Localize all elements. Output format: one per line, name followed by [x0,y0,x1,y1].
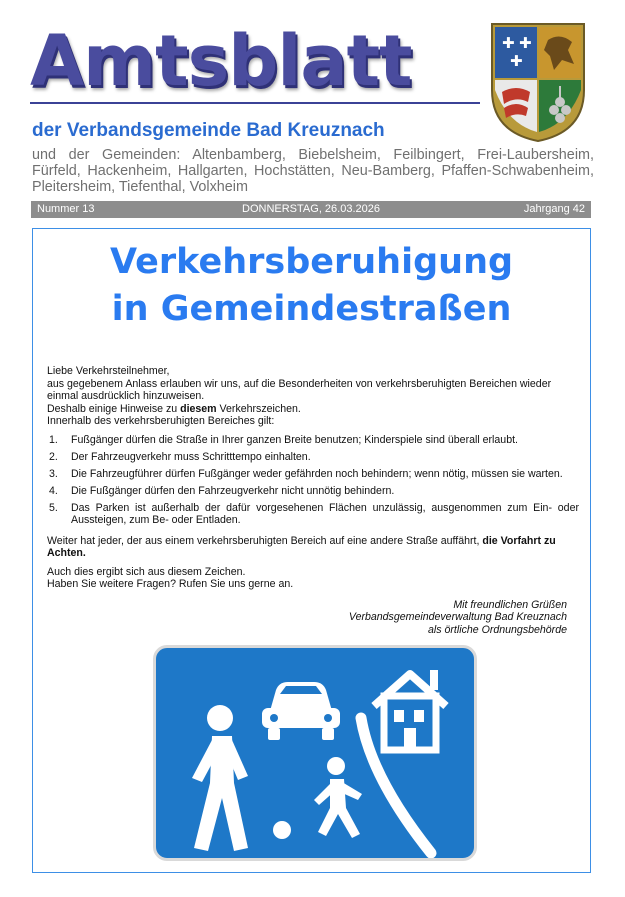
coat-of-arms-icon [488,20,588,144]
priority-bold: die Vorfahrt zu Achten. [47,534,556,559]
closing-line: Mit freundlichen Grüßen [453,598,567,611]
priority-prefix: Weiter hat jeder, der aus einem verkehrsberuhigten Bereich auf eine andere Straße auffährt, [47,534,483,547]
rule-item [47,468,579,481]
issue-date: DONNERSTAG, 26.03.2026 [242,203,380,215]
hint-bold: diesem [180,402,217,415]
rule-text: Die Fahrzeugführer dürfen Fußgänger weder gefährden noch behindern; wenn nötig, müssen sie warten. [71,467,563,480]
greeting: Liebe Verkehrsteilnehmer, [47,365,170,377]
rule-number: 4. [49,484,58,497]
headline-line-1: Verkehrsberuhigung [109,242,514,282]
notice-frame [32,228,591,873]
traffic-calmed-zone-sign-icon [156,648,474,858]
issue-number: Nummer 13 [37,203,95,215]
masthead-title: Amtsblatt [30,20,412,102]
rule-text: Das Parken ist außerhalb der dafür vorgesehenen Flächen unzulässig, ausgenommen zum Ein- oder Aussteigen, zum Be- oder Entladen. [71,501,579,526]
issue-bar [31,201,591,218]
rule-text: Fußgänger dürfen die Straße in Ihrer ganzen Breite benutzen; Kinderspiele sind überall erlaubt. [71,433,518,446]
rule-text: Der Fahrzeugverkehr muss Schritttempo einhalten. [71,450,311,463]
svg-text:✚: ✚ [519,34,532,52]
signature-block [47,599,579,637]
municipalities-list: und der Gemeinden: Altenbamberg, Biebelsheim, Feilbingert, Frei-Laubersheim, Fürfeld, Hackenheim, Hallgarten, Hochstätten, Neu-Bamberg, Pfaffen-Schwabenheim, Pleitersheim, Tiefenthal, Volxheim [32,147,594,195]
rules-intro: Innerhalb des verkehrsberuhigten Bereiches gilt: [47,415,275,427]
questions-text: Haben Sie weitere Fragen? Rufen Sie uns gerne an. [47,578,294,590]
traffic-calmed-zone-sign [153,645,477,861]
issue-volume: Jahrgang 42 [523,203,585,215]
notice-headline [33,239,590,333]
derived-text: Auch dies ergibt sich aus diesem Zeichen. [47,565,246,578]
rule-item [47,502,579,527]
rule-number: 2. [49,450,58,463]
rule-item [47,485,579,498]
rule-item [47,451,579,464]
notice-body [47,365,579,636]
masthead-subtitle: der Verbandsgemeinde Bad Kreuznach [32,120,385,141]
rule-number: 5. [49,501,58,514]
rule-number: 1. [49,433,58,446]
svg-text:✚: ✚ [502,34,515,52]
sender-line: Verbandsgemeindeverwaltung Bad Kreuznach [348,611,567,623]
masthead-rule [30,102,480,104]
rules-list [47,434,579,527]
rule-text: Die Fußgänger dürfen den Fahrzeugverkehr nicht unnötig behindern. [71,484,395,497]
hint-text [47,403,579,416]
svg-text:✚: ✚ [510,52,523,70]
headline-line-2: in Gemeindestraßen [111,289,512,329]
rule-item [47,434,579,447]
hint-suffix: Verkehrszeichen. [216,402,301,415]
authority-line: als örtliche Ordnungsbehörde [428,623,567,636]
rule-number: 3. [49,467,58,480]
hint-prefix: Deshalb einige Hinweise zu [47,402,181,415]
priority-text [47,535,579,560]
intro-text: aus gegebenem Anlass erlauben wir uns, auf die Besonderheiten von verkehrsberuhigten Bereichen wieder einmal ausdrücklich hinzuweisen. [47,377,552,402]
